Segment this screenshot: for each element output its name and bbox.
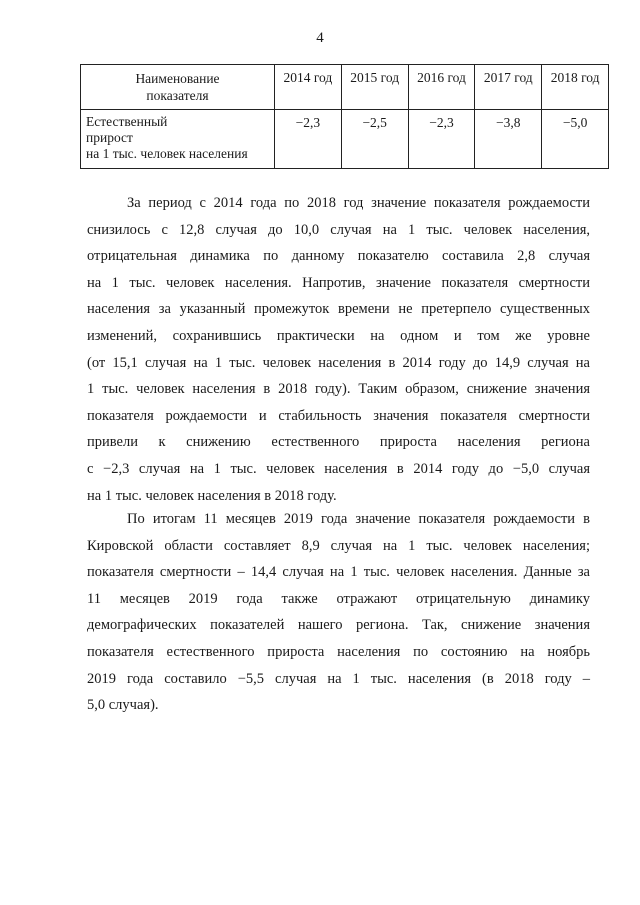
row-label-line: на 1 тыс. человек населения bbox=[86, 146, 248, 161]
column-header-year: 2017 год bbox=[475, 65, 542, 110]
text-line: изменений, сохранившись практически на одном и том же уровне bbox=[87, 327, 590, 344]
column-header-year: 2014 год bbox=[275, 65, 342, 110]
text-line: показателя рождаемости и стабильность значения показателя смертности bbox=[87, 407, 590, 424]
paragraph-2019-11-months bbox=[87, 506, 590, 719]
text-line: (от 15,1 случая на 1 тыс. человек населения в 2014 году до 14,9 случая на bbox=[87, 354, 590, 371]
text-line: на 1 тыс. человек населения. Напротив, значение показателя смертности bbox=[87, 274, 590, 291]
column-header-year: 2016 год bbox=[408, 65, 475, 110]
text-line: с −2,3 случая на 1 тыс. человек населения в 2014 году до −5,0 случая bbox=[87, 460, 590, 477]
text-line: 11 месяцев 2019 года также отражают отрицательную динамику bbox=[87, 590, 590, 607]
row-label-line: Естественный bbox=[86, 114, 168, 129]
indicator-table bbox=[80, 64, 609, 169]
table-cell-value: −2,3 bbox=[275, 110, 342, 169]
header-name-line: Наименование bbox=[135, 71, 220, 86]
text-line: показателя естественного прироста населения по состоянию на ноябрь bbox=[87, 643, 590, 660]
text-line: За период с 2014 года по 2018 год значение показателя рождаемости bbox=[127, 195, 590, 211]
text-line: привели к снижению естественного прироста населения региона bbox=[87, 434, 590, 451]
text-line: на 1 тыс. человек населения в 2018 году. bbox=[87, 487, 337, 504]
paragraph-birth-death-2014-2018 bbox=[87, 190, 590, 509]
table-header-row bbox=[81, 65, 609, 110]
table-cell-value: −5,0 bbox=[542, 110, 609, 169]
header-name-line: показателя bbox=[146, 88, 209, 103]
text-line: показателя смертности – 14,4 случая на 1 тыс. человек населения. Данные за bbox=[87, 564, 590, 581]
row-label-line: прирост bbox=[86, 130, 133, 145]
text-line: 1 тыс. человек населения в 2018 году). Таким образом, снижение значения bbox=[87, 381, 590, 398]
text-line: 2019 года составило −5,5 случая на 1 тыс. населения (в 2018 году – bbox=[87, 670, 590, 687]
table-cell-value: −2,3 bbox=[408, 110, 475, 169]
text-line: снизилось с 12,8 случая до 10,0 случая на 1 тыс. человек населения, bbox=[87, 221, 590, 238]
page-number: 4 bbox=[316, 30, 324, 46]
table-cell-value: −2,5 bbox=[341, 110, 408, 169]
column-header-name bbox=[81, 65, 275, 110]
text-line: 5,0 случая). bbox=[87, 697, 159, 714]
text-line: населения за указанный промежуток времени не претерпело существенных bbox=[87, 301, 590, 318]
text-line: По итогам 11 месяцев 2019 года значение показателя рождаемости в bbox=[127, 511, 590, 527]
paragraph bbox=[87, 506, 590, 719]
row-label-natural-growth bbox=[81, 110, 275, 169]
column-header-year: 2018 год bbox=[542, 65, 609, 110]
text-line: отрицательная динамика по данному показателю составила 2,8 случая bbox=[87, 248, 590, 265]
table-row bbox=[81, 110, 609, 169]
text-line: демографических показателей нашего региона. Так, снижение значения bbox=[87, 617, 590, 634]
table-cell-value: −3,8 bbox=[475, 110, 542, 169]
column-header-year: 2015 год bbox=[341, 65, 408, 110]
paragraph bbox=[87, 190, 590, 509]
text-line: Кировской области составляет 8,9 случая на 1 тыс. человек населения; bbox=[87, 537, 590, 554]
